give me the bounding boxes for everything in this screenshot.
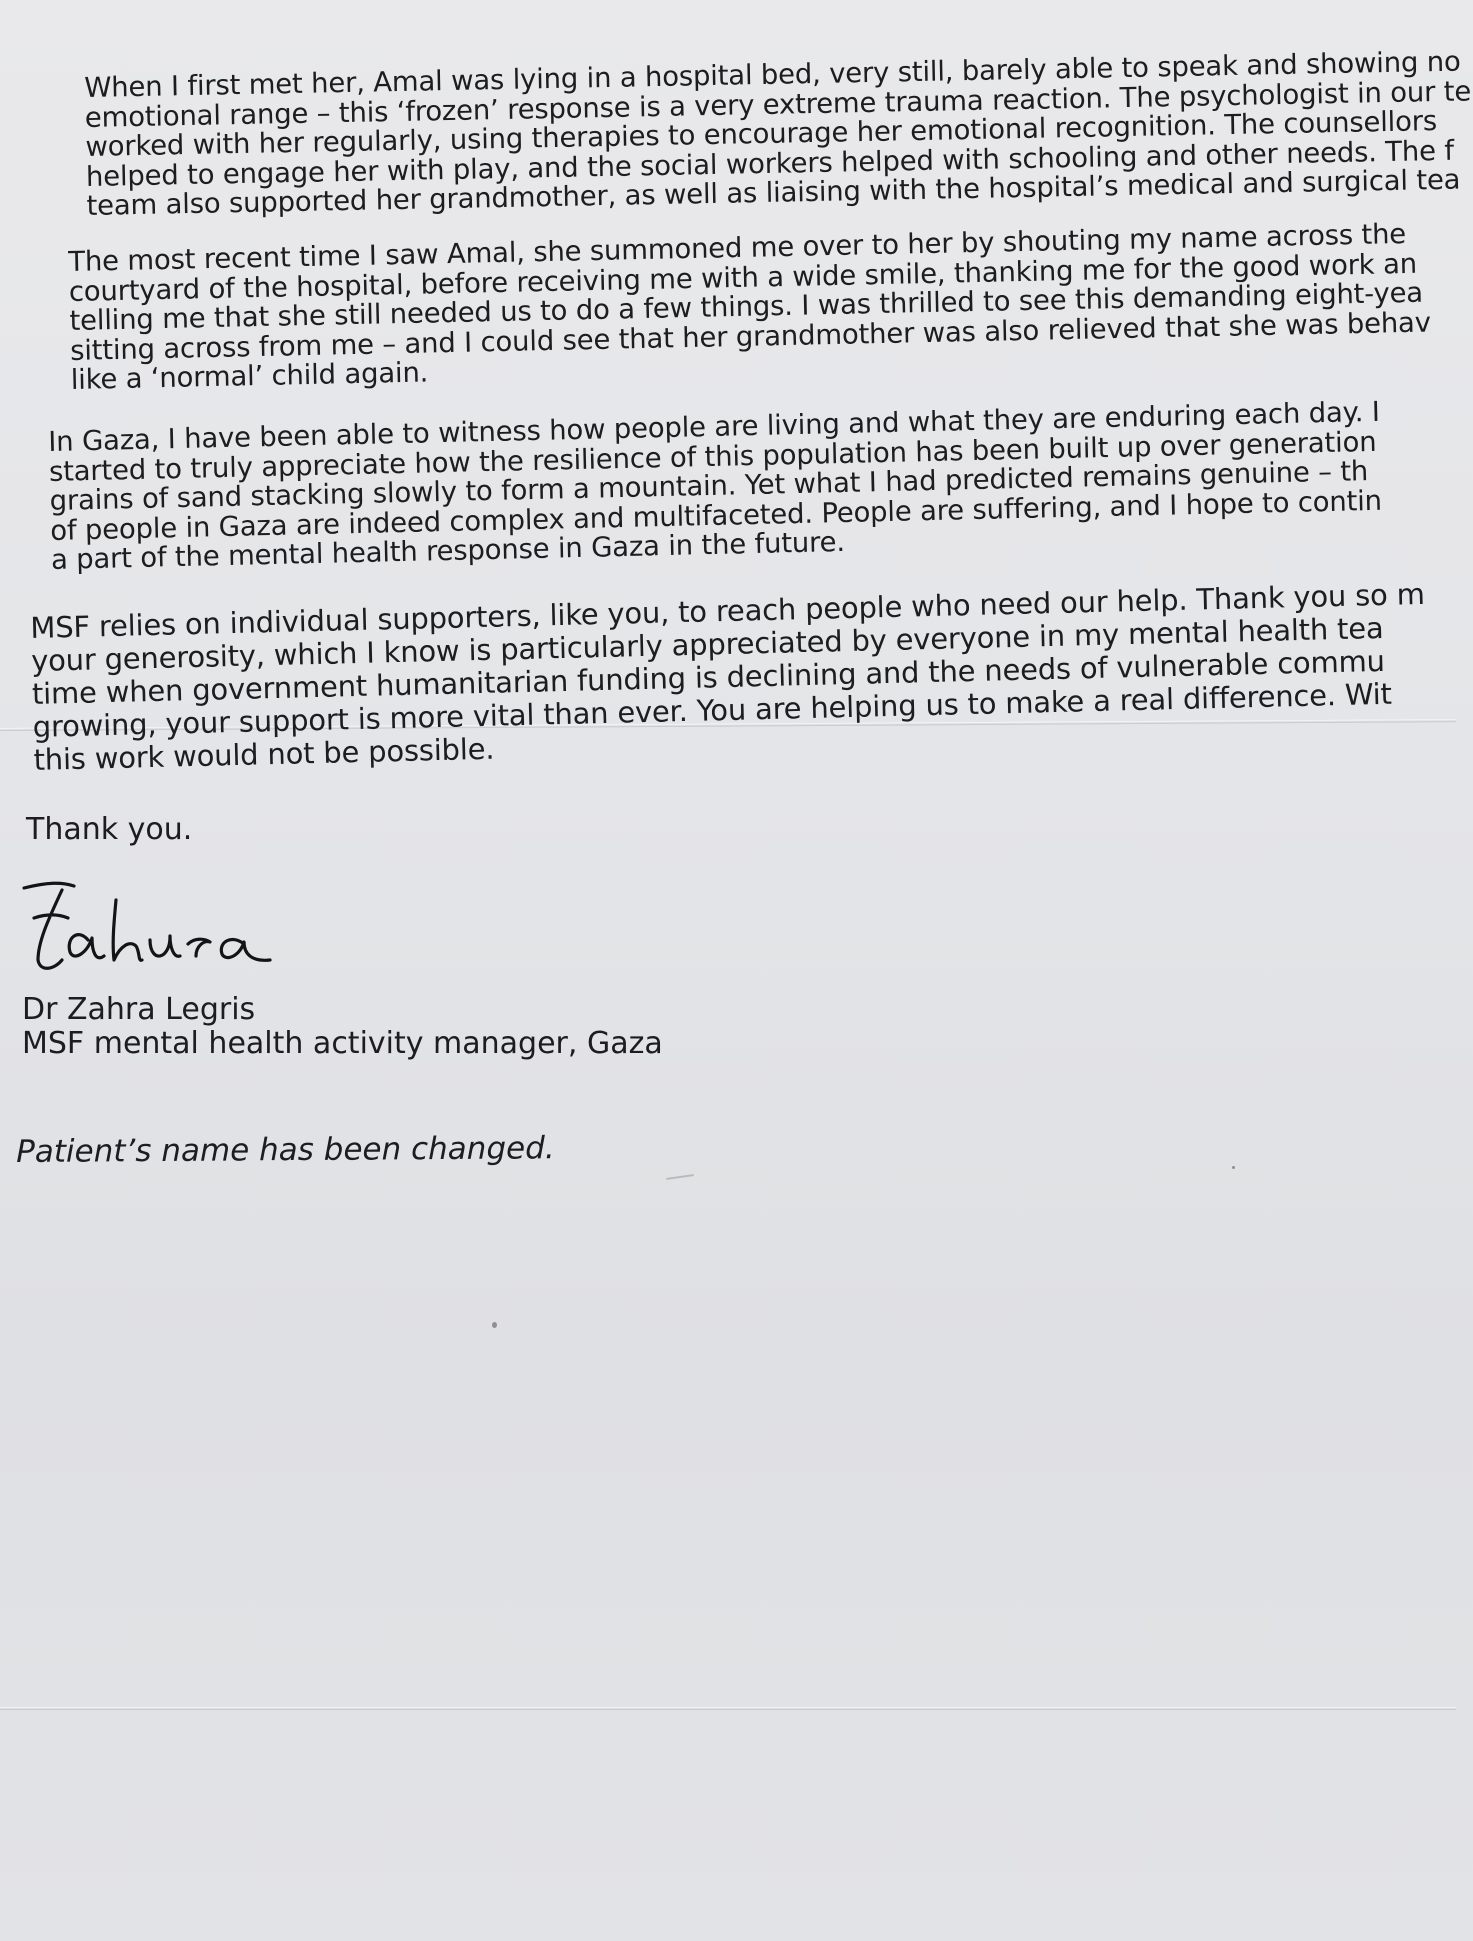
paragraph-amal-first-meeting: When I first met her, Amal was lying in a hospital bed, very still, barely able to speak and showing no emotional range – this ‘frozen’ response is a very extreme trauma reaction. The psychologist in our te worked with her regularly, using therapies to encourage her emotional recognition. The counsellors helped to engage her with play, and the social workers helped with schooling and other needs. The f team also supported her grandmother, as well as liaising with the hospital’s medical and surgical tea bbox=[83, 45, 1472, 222]
closing-line: Thank you. bbox=[26, 812, 193, 847]
paper-speck bbox=[492, 1322, 497, 1328]
paper-speck bbox=[666, 1174, 694, 1180]
signer-name: Dr Zahra Legris bbox=[22, 992, 256, 1027]
paragraph-supporter-thanks: MSF relies on individual supporters, like you, to reach people who need our help. Thank you so m your generosity, which I know is particularly appreciated by everyone in my mental health tea time when government humanitarian funding is declining and the needs of vulnerable commu growing, your support is more vital than ever. You are helping us to make a real difference. Wit this work would not be possible. bbox=[29, 576, 1426, 777]
signer-title: MSF mental health activity manager, Gaza bbox=[22, 1026, 663, 1061]
footnote: Patient’s name has been changed. bbox=[16, 1130, 555, 1170]
paper-speck bbox=[1232, 1166, 1235, 1169]
paper-fold-crease bbox=[0, 1707, 1456, 1710]
paragraph-gaza-resilience: In Gaza, I have been able to witness how people are living and what they are enduring each day. I started to truly appreciate how the resilience of this population has been built up over generation grains of sand stacking slowly to form a mountain. Yet what I had predicted remains genuine – th of people in Gaza are indeed complex and multifaceted. People are suffering, and I hope to contin a part of the mental health response in Gaza in the future. bbox=[47, 395, 1383, 576]
paragraph-recent-visit: The most recent time I saw Amal, she summoned me over to her by shouting my name across the courtyard of the hospital, before receiving me with a wide smile, thanking me for the good work an telling me that she still needed us to do a few things. I was thrilled to see this demanding eight-yea sitting across from me – and I could see that her grandmother was also relieved that she was behav like a ‘normal’ child again. bbox=[67, 217, 1432, 396]
handwritten-signature bbox=[18, 880, 288, 980]
